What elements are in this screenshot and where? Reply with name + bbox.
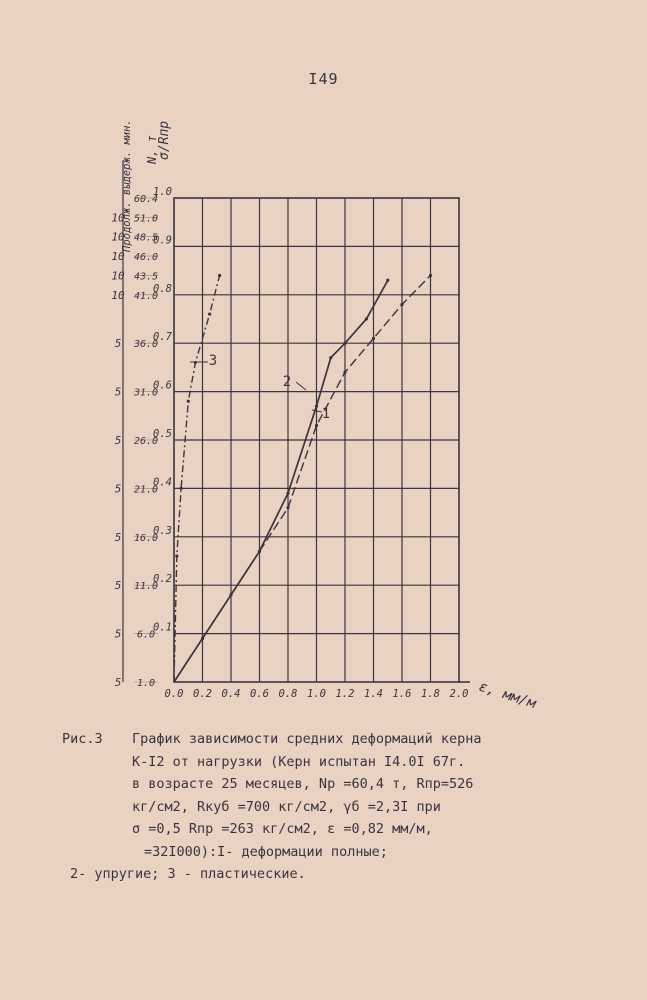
caption-line: К-I2 от нагрузки (Керн испытан I4.0I 67г. [132,753,466,770]
hold-minutes-label: 5 [114,530,122,544]
x-tick-label: 1.6 [392,688,412,700]
load-tons-label: 48.5 [133,232,159,244]
hold-minutes-label: 5 [114,579,122,593]
y-axis-label-right: σ/Rпр [157,120,172,160]
x-tick-label: 0.6 [250,688,269,700]
page-number: I49 [308,70,339,88]
y-tick-label: 0.7 [153,331,172,344]
load-tons-label: 46.0 [133,252,159,264]
series-point-1 [372,337,375,340]
series-point-2 [329,356,332,359]
caption-line: кг/см2, Rкуб =700 кг/см2, γб =2,3I при [132,798,441,815]
load-tons-label: 26.0 [133,436,159,447]
series-point-1 [400,303,403,306]
x-tick-label: 2.0 [449,688,469,700]
y-tick-label: 0.4 [153,476,172,489]
series-line-2 [174,280,388,682]
hold-minutes-label: 5 [114,482,122,496]
y-tick-label: 0.9 [153,234,172,247]
caption-line: =32I000):I- деформации полные; [144,843,388,860]
load-tons-label: 31.0 [133,387,159,399]
series-line-1 [174,275,431,682]
x-tick-label: 0.2 [193,688,212,700]
series-point-2 [315,405,318,408]
y-tick-label: 0.1 [153,621,172,634]
caption-line: 2- упругие; 3 - пластические. [70,866,306,882]
load-tons-label: 36.0 [133,339,159,351]
x-tick-label: 1.8 [421,688,440,700]
series-point-2 [258,550,261,553]
series-point-3 [187,400,190,403]
series-point-2 [229,593,232,596]
series-point-3 [180,487,183,490]
hold-minutes-label: 5 [114,385,122,399]
series-point-3 [218,274,221,277]
hold-minutes-label: 5 [114,337,122,351]
y-tick-label: 0.8 [153,282,172,295]
chart-series [174,274,432,682]
load-tons-label: 43.5 [133,271,159,283]
load-tons-label: 21.0 [133,484,159,496]
x-tick-label: 0.0 [164,688,184,700]
x-tick-label: 1.4 [364,688,383,700]
series-point-1 [315,424,318,427]
y-axis-label-hold-time: Продолж. выдерж. мин. [121,119,133,252]
series-point-2 [386,279,389,282]
series-point-3 [208,313,211,316]
series-point-2 [201,637,204,640]
figure-caption [62,728,622,886]
load-tons-label: 11.0 [133,581,159,593]
load-tons-labels [133,194,158,689]
load-tons-label: 41.0 [133,290,159,302]
series-point-2 [286,492,289,495]
hold-minutes-label: 5 [114,434,122,447]
y-tick-label: 0.2 [153,573,172,586]
load-tons-label: 16.0 [133,532,159,544]
series-point-2 [365,317,368,320]
series-point-1 [286,506,289,509]
x-tick-label: 0.4 [221,688,241,700]
hold-minutes-label: 10 [111,288,125,302]
y-axis-label-load: N, т [145,135,159,164]
y-tick-label: 1.0 [153,186,172,198]
x-tick-label: 1.0 [307,688,326,700]
load-tons-label: 60.4 [133,194,159,205]
y-tick-label: 0.5 [153,428,172,440]
caption-line: в возрасте 25 месяцев, Nр =60,4 т, Rпр=526 [132,776,474,792]
series-label-3: 3 [208,353,218,369]
hold-minutes-label: 10 [111,269,125,283]
series-point-3 [194,361,197,364]
hold-minutes-label: 10 [111,250,125,264]
x-tick-label: 1.2 [335,688,355,700]
series-label-2: 2 [282,374,292,390]
load-tons-label: 1.0 [136,678,156,689]
series-line-3 [174,275,220,682]
y-tick-label: 0.6 [153,379,172,392]
caption-label: Рис.3 [62,731,103,747]
series-label-leader [296,382,306,390]
load-tons-label: 6.0 [136,629,156,641]
hold-minutes-label: 5 [114,627,122,641]
series-point-1 [429,274,432,277]
chart-grid [174,198,459,682]
series-point-1 [343,371,346,374]
y-tick-label: 0.3 [153,524,172,537]
caption-line: σ =0,5 Rпр =263 кг/см2, ε =0,82 мм/м, [132,821,433,837]
hold-minutes-label: 10 [111,211,125,225]
x-tick-labels [165,688,469,700]
x-tick-label: 0.8 [278,688,298,700]
series-point-3 [175,555,178,558]
series-label-1: 1 [321,406,331,422]
series-point-2 [343,342,346,345]
x-axis-label: ε, мм/м [476,678,538,713]
load-tons-label: 51.0 [133,213,159,225]
hold-minutes-label: 5 [114,676,122,689]
caption-line: График зависимости средних деформаций керна [132,731,482,747]
hold-minutes-label: 10 [111,230,125,244]
